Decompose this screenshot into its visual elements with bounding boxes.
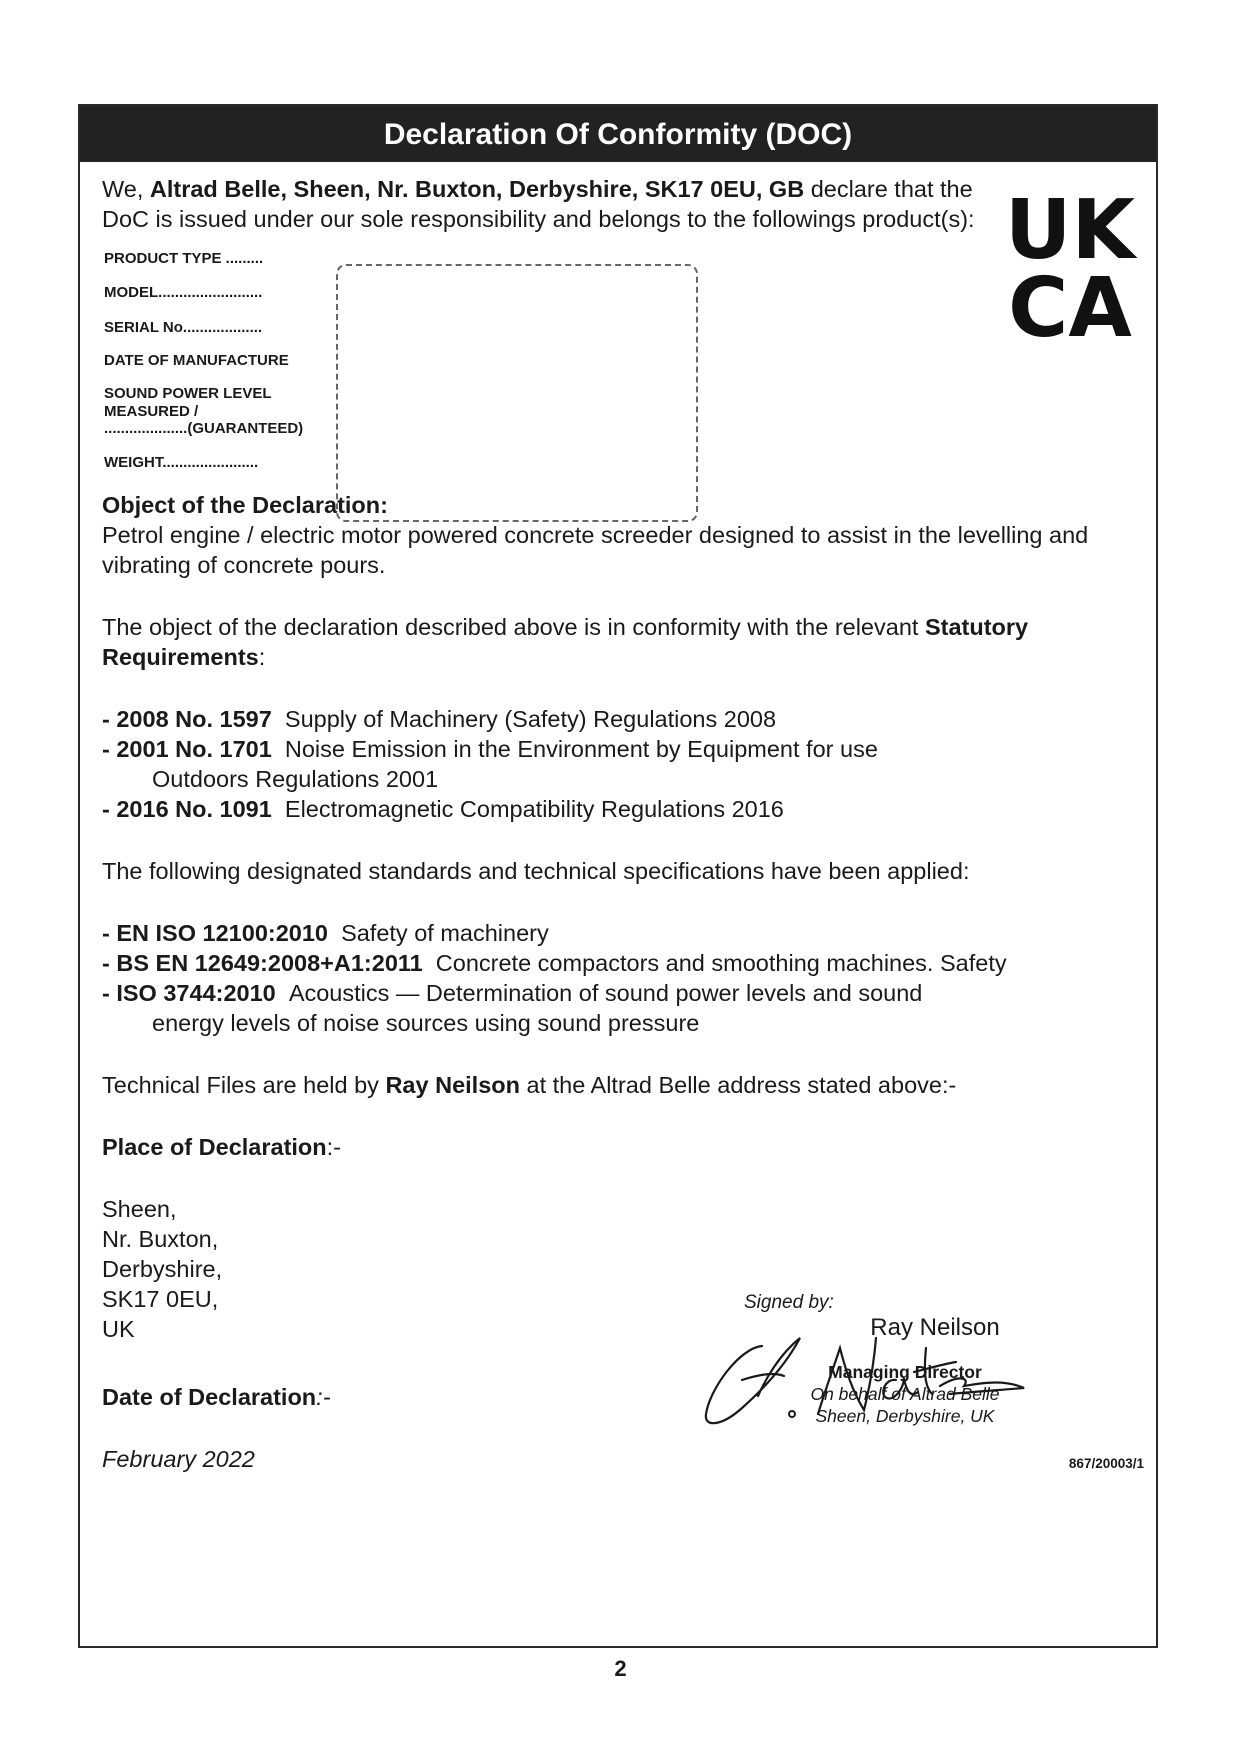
signed-by-label: Signed by: [744, 1292, 834, 1313]
date-heading-suffix: :- [316, 1384, 331, 1410]
intro-we: We, [102, 176, 150, 202]
place-line: Nr. Buxton, [102, 1226, 219, 1252]
place-heading-text: Place of Declaration [102, 1134, 327, 1160]
intro-line-2: DoC is issued under our sole responsibility and belongs to the followings product(s): [102, 206, 975, 232]
standard-code: - ISO 3744:2010 [102, 980, 276, 1006]
intro-rest: declare that the [804, 176, 973, 202]
standard-code: - EN ISO 12100:2010 [102, 920, 328, 946]
place-line: UK [102, 1316, 135, 1342]
standard-item [102, 978, 922, 1009]
regulation-code: - 2016 No. 1091 [102, 796, 272, 822]
standard-text: Concrete compactors and smoothing machines. Safety [435, 950, 1007, 976]
signatory-behalf-line-2: Sheen, Derbyshire, UK [815, 1406, 995, 1426]
date-heading-text: Date of Declaration [102, 1384, 317, 1410]
regulation-text: Electromagnetic Compatibility Regulations 2016 [284, 796, 784, 822]
object-line-1: Petrol engine / electric motor powered concrete screeder designed to assist in the levelling and [102, 522, 1089, 548]
company-address: Altrad Belle, Sheen, Nr. Buxton, Derbyshire, SK17 0EU, GB [149, 176, 805, 202]
field-product-type: PRODUCT TYPE ......... [104, 250, 264, 267]
standard-text: Acoustics — Determination of sound power levels and sound [288, 980, 923, 1006]
regulation-item [102, 794, 784, 825]
standard-item [102, 918, 549, 949]
place-heading-suffix: :- [326, 1134, 341, 1160]
place-line: Sheen, [102, 1196, 177, 1222]
standard-code: - BS EN 12649:2008+A1:2011 [102, 950, 423, 976]
conformity-suffix: : [258, 644, 266, 670]
date-heading [102, 1382, 331, 1413]
object-line-2: vibrating of concrete pours. [102, 552, 386, 578]
field-serial: SERIAL No................... [104, 319, 263, 336]
signatory-behalf-line-1: On behalf of Altrad Belle [810, 1384, 1000, 1404]
document-reference: 867/20003/1 [1068, 1456, 1144, 1471]
declaration-frame [78, 104, 1158, 1648]
place-line: Derbyshire, [102, 1256, 223, 1282]
regulation-text: Noise Emission in the Environment by Equipment for use [284, 736, 878, 762]
place-heading [102, 1132, 341, 1163]
product-details-box [336, 264, 698, 522]
field-sound-line-2: MEASURED / [104, 403, 199, 420]
technical-holder-name: Ray Neilson [385, 1072, 520, 1098]
standard-text: Safety of machinery [341, 920, 549, 946]
field-sound-line-1: SOUND POWER LEVEL [104, 385, 272, 402]
page-number: 2 [614, 1656, 627, 1681]
standard-continuation: energy levels of noise sources using sound pressure [152, 1010, 700, 1036]
conformity-text: The object of the declaration described above is in conformity with the relevant [102, 614, 925, 640]
standards-intro: The following designated standards and technical specifications have been applied: [102, 858, 970, 884]
field-weight: WEIGHT....................... [104, 454, 259, 471]
intro-line-1 [102, 174, 973, 205]
technical-post: at the Altrad Belle address stated above:- [519, 1072, 957, 1098]
regulation-text: Supply of Machinery (Safety) Regulations 2008 [284, 706, 777, 732]
regulation-code: - 2001 No. 1701 [102, 736, 272, 762]
ukca-line-2: CA [1008, 261, 1132, 340]
place-line: SK17 0EU, [102, 1286, 219, 1312]
signatory-role: Managing Director [828, 1362, 982, 1382]
ukca-mark-icon [998, 190, 1143, 340]
conformity-bold-2: Requirements [102, 644, 259, 670]
regulation-item [102, 704, 776, 735]
ukca-line-1: UK [1004, 190, 1136, 278]
date-value: February 2022 [102, 1446, 255, 1472]
conformity-line-2 [102, 642, 265, 673]
field-model: MODEL......................... [104, 284, 263, 301]
conformity-bold-1: Statutory [924, 614, 1029, 640]
regulation-code: - 2008 No. 1597 [102, 706, 272, 732]
technical-pre: Technical Files are held by [102, 1072, 386, 1098]
conformity-line-1 [102, 612, 1028, 643]
regulation-item [102, 734, 878, 765]
signatory-name: Ray Neilson [870, 1314, 1000, 1341]
standard-item [102, 948, 1007, 979]
regulation-continuation: Outdoors Regulations 2001 [152, 766, 439, 792]
field-sound-line-3: ....................(GUARANTEED) [104, 420, 304, 437]
technical-files-line [102, 1070, 956, 1101]
document-title: Declaration Of Conformity (DOC) [80, 106, 1156, 162]
object-heading: Object of the Declaration: [102, 492, 388, 518]
field-date-of-manufacture: DATE OF MANUFACTURE [104, 352, 289, 369]
